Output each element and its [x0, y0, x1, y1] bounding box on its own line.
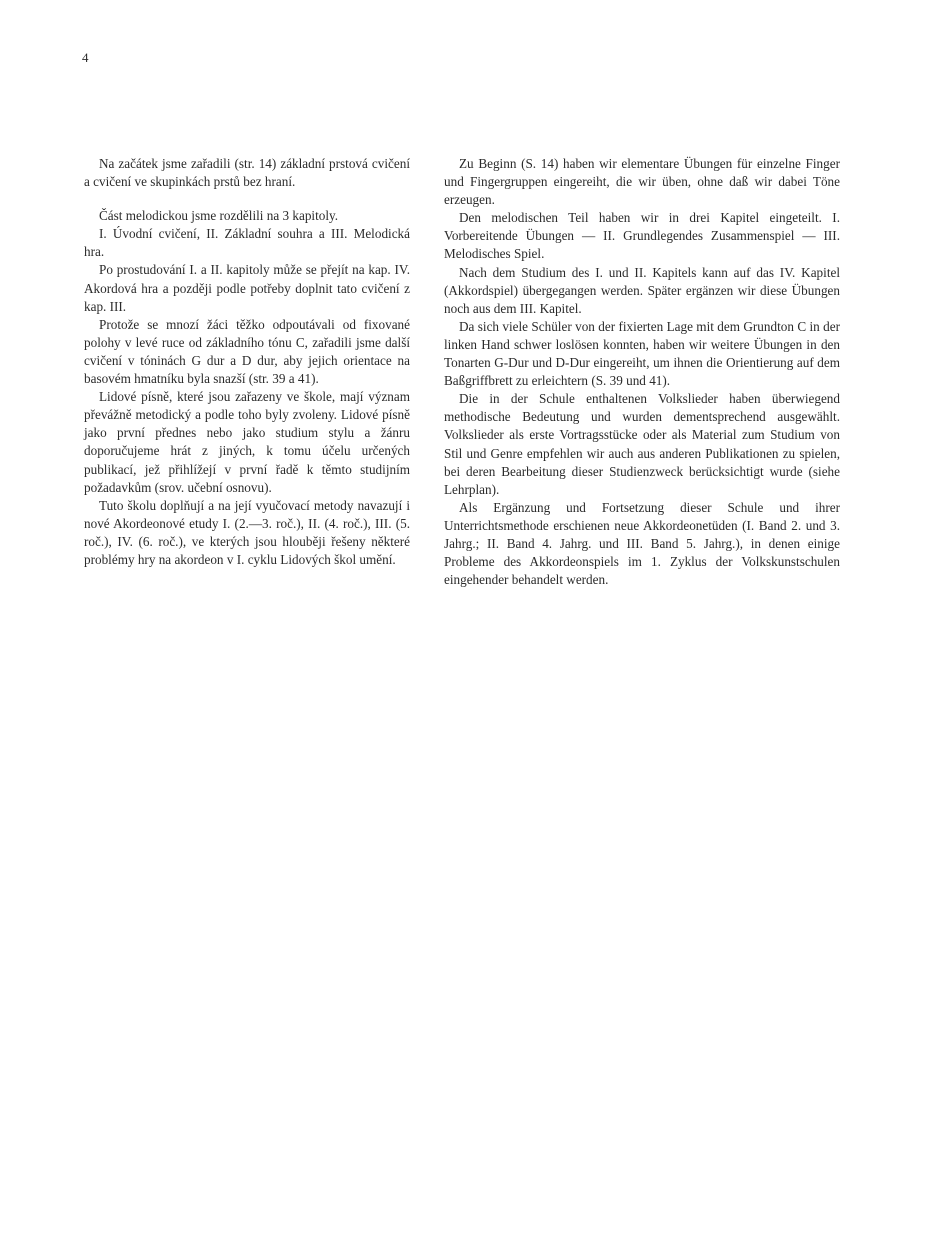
- paragraph: Protože se mnozí žáci těžko odpoutávali od fixované polohy v levé ruce od základního tónu C, zařadili jsme další cvičení v tóninách G dur a D dur, aby jejich orientace na basovém hmatníku byla snazší (str. 39 a 41).: [84, 316, 410, 387]
- paragraph: Lidové písně, které jsou zařazeny ve škole, mají význam převážně metodický a podle toho byly zvoleny. Lidové písně jako první přednes nebo jako studium stylu a žánru doporučujeme hrát z jiných, k tomu účelu určených publikací, jež přihlížejí v první řadě k těmto studijním požadavkům (srov. učební osnovu).: [84, 389, 410, 495]
- paragraph: Část melodickou jsme rozdělili na 3 kapitoly.: [99, 208, 339, 224]
- paragraph: Den melodischen Teil haben wir in drei Kapitel eingeteilt. I. Vorbereitende Übungen — II. Grundlegendes Zusammenspiel — III. Melodisches Spiel.: [444, 210, 840, 262]
- paragraph: Po prostudování I. a II. kapitoly může se přejít na kap. IV. Akordová hra a později podle potřeby doplnit tato cvičení z kap. III.: [84, 262, 410, 314]
- paragraph: Tuto školu doplňují a na její vyučovací metody navazují i nové Akordeonové etudy I. (2.—3. roč.), II. (4. roč.), III. (5. roč.), IV. (6. roč.), ve kterých jsou hlouběji řešeny některé problémy hry na akordeon v I. cyklu Lidových škol umění.: [84, 497, 410, 567]
- paragraph: Zu Beginn (S. 14) haben wir elementare Übungen für einzelne Finger und Fingergruppen eingereiht, die wir üben, ohne daß wir dabei Töne erzeugen.: [444, 156, 840, 208]
- german-text-column: [444, 155, 840, 589]
- paragraph: Da sich viele Schüler von der fixierten Lage mit dem Grundton C in der linken Hand schwer loslösen konnten, haben wir weitere Übungen in den Tonarten G-Dur und D-Dur eingereiht, um ihnen die Orientierung auf dem Baßgriffbrett zu erleichtern (S. 39 und 41).: [444, 318, 840, 389]
- page-number: 4: [82, 50, 89, 65]
- paragraph: I. Úvodní cvičení, II. Základní souhra a III. Melodická hra.: [84, 226, 410, 260]
- paragraph: Na začátek jsme zařadili (str. 14) základní prstová cvičení a cvičení ve skupinkách prstů bez hraní.: [84, 156, 410, 190]
- paragraph: Nach dem Studium des I. und II. Kapitels kann auf das IV. Kapitel (Akkordspiel) übergegangen werden. Später ergänzen wir diese Übungen noch aus dem III. Kapitel.: [444, 264, 840, 316]
- czech-text-column: [84, 155, 410, 569]
- paragraph: Als Ergänzung und Fortsetzung dieser Schule und ihrer Unterrichtsmethode erschienen neue Akkordeonetüden (I. Band 2. und 3. Jahrg.; II. Band 4. Jahrg. und III. Band 5. Jahrg.), in denen einige Probleme des Akkordeonspiels im 1. Zyklus der Volkskunstschulen eingehender behandelt werden.: [444, 499, 840, 588]
- paragraph: Die in der Schule enthaltenen Volkslieder haben überwiegend methodische Bedeutung und wurden dementsprechend ausgewählt. Volkslieder als erste Vortragsstücke oder als Material zum Studium von Stil und Genre empfehlen wir auch aus anderen Publikationen zu spielen, bei deren Bearbeitung dieser Studienzweck berücksichtigt wurde (siehe Lehrplan).: [444, 391, 840, 497]
